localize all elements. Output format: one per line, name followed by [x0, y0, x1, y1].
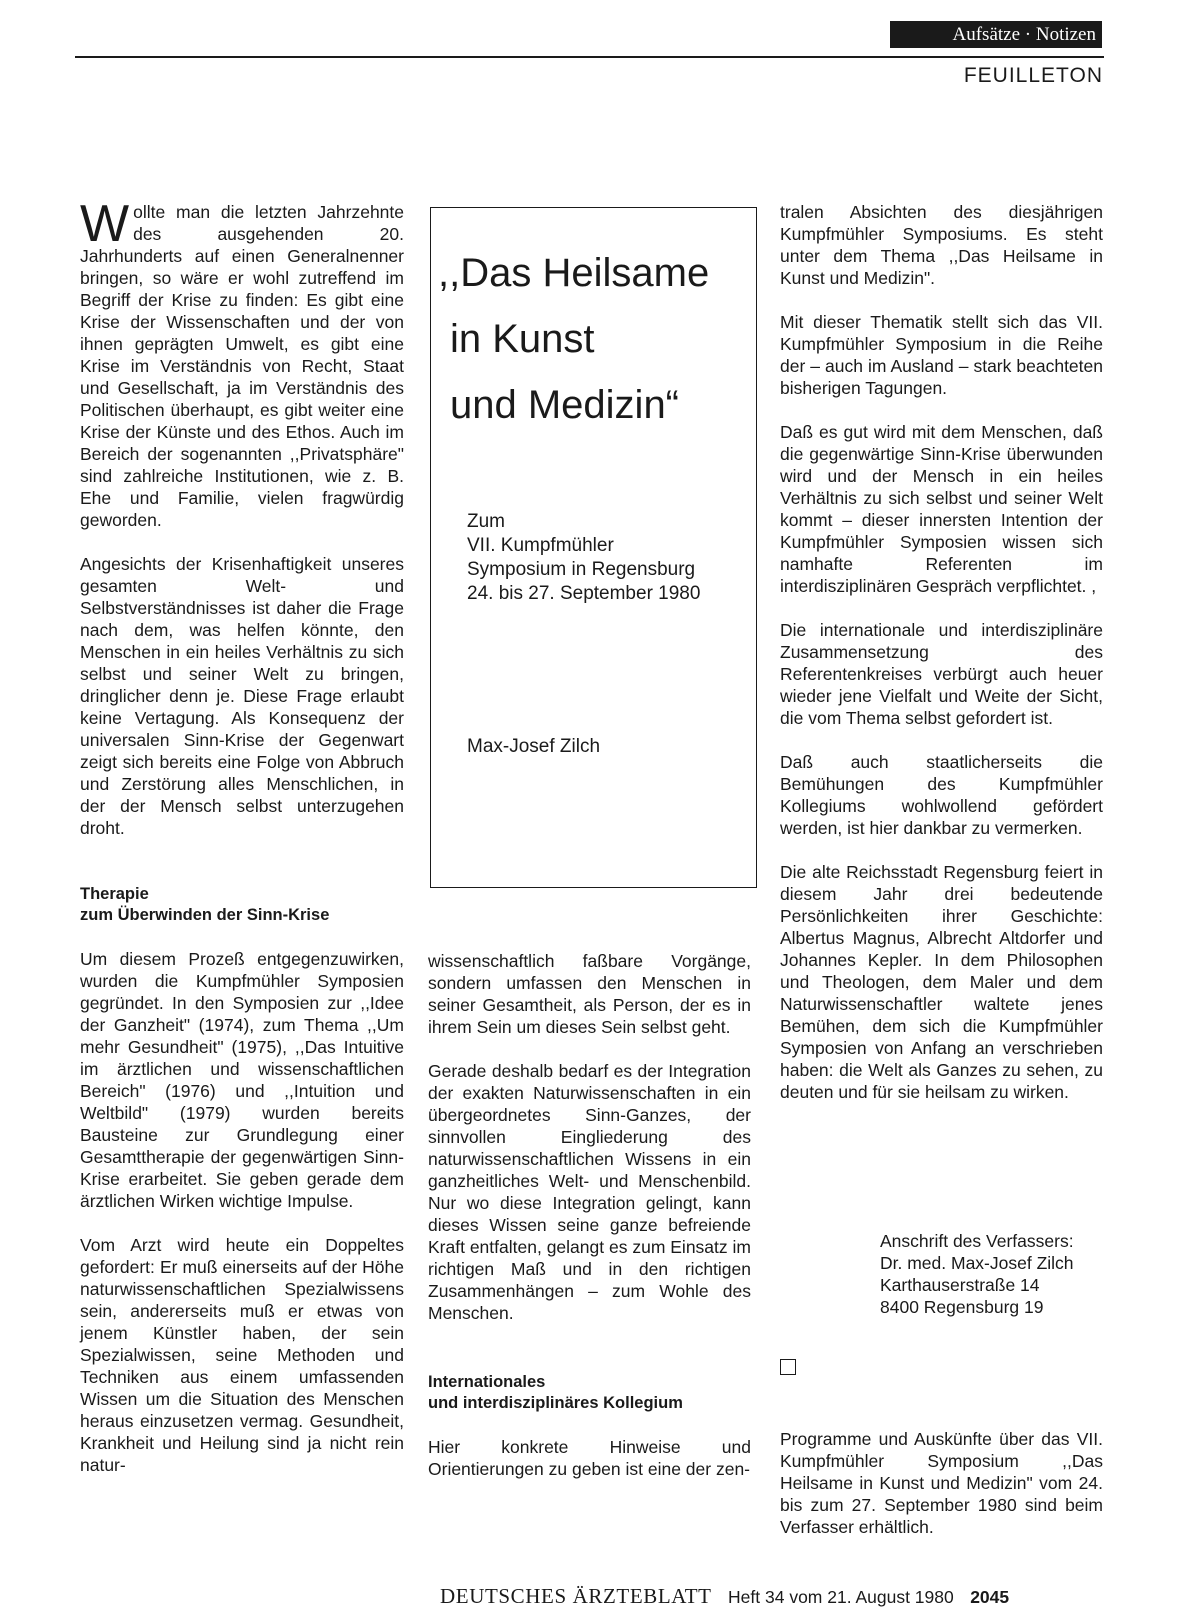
- section-heading-therapie: Therapie zum Überwinden der Sinn-Krise: [80, 885, 330, 924]
- column-3: [780, 201, 1103, 1103]
- paragraph: wissenschaftlich faßbare Vorgänge, sondern umfassen den Menschen in seiner Gesamtheit, als Person, der es in ihrem Sein um dieses Sein selbst geht.: [428, 951, 751, 1037]
- paragraph: Mit dieser Thematik stellt sich das VII. Kumpfmühler Symposium in die Reihe der – auch im Ausland – stark beachteten bisherigen Tagungen.: [780, 312, 1103, 398]
- article-subtitle: Zum VII. Kumpfmühler Symposium in Regensburg 24. bis 27. September 1980: [467, 511, 701, 604]
- column-1-lower: [80, 884, 404, 1476]
- paragraph: Programme und Auskünfte über das VII. Kumpfmühler Symposium ,,Das Heilsame in Kunst und Medizin" vom 24. bis zum 27. September 1980 sind beim Verfasser erhältlich.: [780, 1429, 1103, 1537]
- author-address: Anschrift des Verfassers: Dr. med. Max-Josef Zilch Karthauserstraße 14 8400 Regensburg 19: [880, 1231, 1074, 1317]
- paragraph: Die alte Reichsstadt Regensburg feiert in diesem Jahr drei bedeutende Persönlichkeiten ihrer Geschichte: Albertus Magnus, Albrecht Altdorfer und Johannes Kepler. In dem Philosophen und Theologen, dem Maler und dem Naturwissenschaftler waltete jenes Bemühen, dem sich die Kumpfmühler Symposien von Anfang an verschrieben haben: die Welt als Ganzes zu sehen, zu deuten und für sie heilsam zu wirken.: [780, 862, 1103, 1102]
- intro-paragraph: Wollte man die letzten Jahrzehnte des ausgehenden 20. Jahrhunderts auf einen Generalnenner bringen, so wäre er wohl zutreffend im Begriff der Krise zu finden: Es gibt eine Krise der Wissenschaften und der von ihnen geprägten Umwelt, es gibt eine Krise im Verständnis von Recht, Staat und Gesellschaft, ja im Verständnis des Politischen überhaupt, es gibt weiter eine Krise der Künste und des Ethos. Auch im Bereich der sogenannten ,,Privatsphäre" sind zahlreiche Institutionen, wie z. B. Ehe und Familie, vielen fragwürdig geworden.: [80, 195, 404, 530]
- end-of-article-mark: [780, 1359, 796, 1375]
- paragraph: tralen Absichten des diesjährigen Kumpfmühler Symposiums. Es steht unter dem Thema ,,Das Heilsame in Kunst und Medizin".: [780, 202, 1103, 288]
- paragraph: Daß es gut wird mit dem Menschen, daß die gegenwärtige Sinn-Krise überwunden wird und der Mensch in ein heiles Verhältnis zu sich selbst und seiner Welt kommt – dieser innersten Intention der Kumpfmühler Symposien wissen sich namhafte Referenten im interdisziplinären Gespräch verpflichtet. ,: [780, 422, 1103, 596]
- paragraph: Um diesem Prozeß entgegenzuwirken, wurden die Kumpfmühler Symposien gegründet. In den Symposien zur ,,Idee der Ganzheit" (1974), zum Thema ,,Um mehr Gesundheit" (1975), ,,Das Intuitive im ärztlichen und wissenschaftlichen Bereich" (1976) und ,,Intuition und Weltbild" (1979) wurden bereits Bausteine zur Grundlegung einer Gesamttherapie der gegenwärtigen Sinn-Krise erarbeitet. Sie geben gerade dem ärztlichen Wirken wichtige Impulse.: [80, 949, 404, 1211]
- header-rule: [75, 56, 1104, 58]
- section-heading-kollegium: Internationales und interdisziplinäres Kollegium: [428, 1373, 683, 1412]
- issue-info: Heft 34 vom 21. August 1980: [728, 1587, 954, 1607]
- page-number: 2045: [970, 1587, 1010, 1607]
- column-3-note: [780, 1428, 1103, 1538]
- page-footer: [440, 1584, 1009, 1609]
- paragraph: Hier konkrete Hinweise und Orientierungen zu geben ist eine der zen-: [428, 1437, 751, 1479]
- journal-name: DEUTSCHES ÄRZTEBLATT: [440, 1584, 712, 1608]
- paragraph: Daß auch staatlicherseits die Bemühungen des Kumpfmühler Kollegiums wohlwollend gefördert werden, ist hier dankbar zu vermerken.: [780, 752, 1103, 838]
- paragraph: Die internationale und interdisziplinäre Zusammensetzung des Referentenkreises verbürgt auch heuer wieder jene Vielfalt und Weite der Sicht, die vom Thema selbst gefordert ist.: [780, 620, 1103, 728]
- column-2: [428, 950, 751, 1480]
- paragraph: Angesichts der Krisenhaftigkeit unseres gesamten Welt- und Selbstverständnisses ist daher die Frage nach dem, was helfen könnte, den Menschen in ein heiles Verhältnis zu sich selbst und seiner Welt zu bringen, dringlicher denn je. Diese Frage erlaubt keine Vertagung. Als Konsequenz der universalen Sinn-Krise der Gegenwart zeigt sich bereits eine Folge von Abbruch und Zerstörung alles Menschlichen, in der der Mensch selbst unterzugehen droht.: [80, 554, 404, 838]
- drop-cap: W: [80, 195, 130, 253]
- category-label: FEUILLETON: [963, 64, 1103, 87]
- article-title: ,,Das Heilsame in Kunst und Medizin“: [438, 251, 710, 427]
- paragraph: Vom Arzt wird heute ein Doppeltes gefordert: Er muß einerseits auf der Höhe naturwissenschaftlichen Spezialwissens sein, andererseits muß er etwas von jenem Künstler haben, der sein Spezialwissen, seine Methoden und Techniken aus einem umfassenden Wissen um die Situation des Menschen heraus einzusetzen vermag. Gesundheit, Krankheit und Heilung sind ja nicht rein natur-: [80, 1235, 404, 1475]
- article-author: Max-Josef Zilch: [467, 736, 601, 757]
- paragraph: Gerade deshalb bedarf es der Integration der exakten Naturwissenschaften in ein übergeordnetes Sinn-Ganzes, der sinnvollen Eingliederung des naturwissenschaftlichen Wissens in ein ganzheitliches Welt- und Menschenbild. Nur wo diese Integration gelingt, kann dieses Wissen seine ganze befreiende Kraft entfalten, gelangt es zum Einsatz im richtigen Maß und in den richtigen Zusammenhängen – zum Wohle des Menschen.: [428, 1061, 751, 1323]
- column-1: [80, 195, 404, 839]
- section-tag: Aufsätze · Notizen: [890, 21, 1102, 48]
